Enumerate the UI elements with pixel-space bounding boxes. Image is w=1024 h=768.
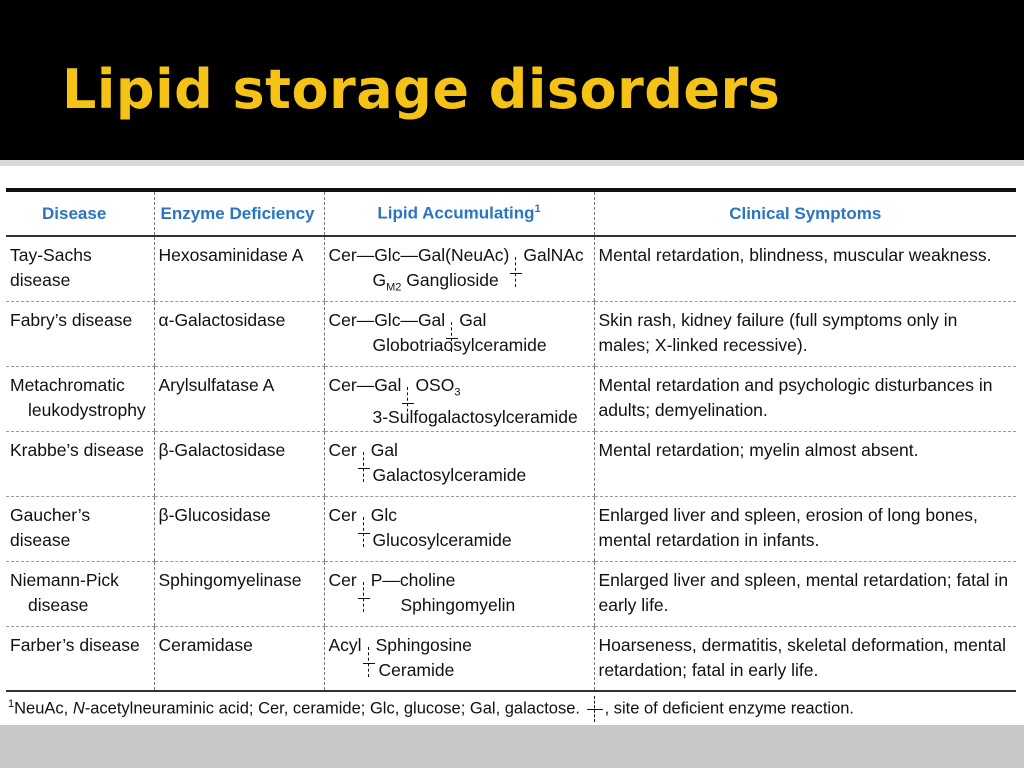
lipid-structure-right: Gal (459, 309, 487, 330)
lipid-name-subscript: M2 (386, 281, 402, 294)
header-disease: Disease (6, 192, 154, 236)
disease-name: Tay-Sachs disease (10, 245, 92, 290)
cell-enzyme: Arylsulfatase A (154, 366, 324, 431)
lipid-name: Ceramide (378, 659, 455, 680)
cell-symptoms: Mental retardation, blindness, muscular weakness. (594, 236, 1016, 301)
lipid-structure-right: P—choline (370, 569, 456, 590)
table-row (6, 561, 1016, 626)
cell-disease (6, 626, 154, 691)
cell-symptoms: Hoarseness, dermatitis, skeletal deformation, mental retardation; fatal in early life. (594, 626, 1016, 691)
cell-lipid (324, 431, 594, 496)
lipid-structure-left: Cer (328, 439, 357, 460)
cell-symptoms: Mental retardation and psychologic disturbances in adults; demyelination. (594, 366, 1016, 431)
lipid-structure (329, 438, 590, 463)
disease-name: Krabbe’s disease (10, 439, 144, 460)
table-row (6, 496, 1016, 561)
cell-lipid (324, 561, 594, 626)
cell-symptoms: Enlarged liver and spleen, mental retardation; fatal in early life. (594, 561, 1016, 626)
cell-enzyme: β-Glucosidase (154, 496, 324, 561)
disease-name-continued: leukodystrophy (28, 399, 146, 420)
lipid-name (329, 268, 590, 301)
cell-disease (6, 366, 154, 431)
lipid-structure-left: Cer—Glc—Gal (328, 309, 446, 330)
header-lipid-label: Lipid Accumulating (377, 203, 535, 223)
lipid-name: Globotriaosylceramide (372, 334, 547, 355)
lipid-structure-right: Sphingosine (375, 634, 472, 655)
disease-name: Metachromatic (10, 374, 125, 395)
header-lipid (324, 192, 594, 236)
cell-symptoms: Skin rash, kidney failure (full symptoms only in males; X-linked recessive). (594, 301, 1016, 366)
cell-symptoms: Enlarged liver and spleen, erosion of long bones, mental retardation in infants. (594, 496, 1016, 561)
lipid-structure (329, 503, 590, 528)
disease-name: Niemann-Pick (10, 569, 119, 590)
lipid-structure-right: Glc (370, 504, 397, 525)
lipid-name: Sphingomyelin (400, 594, 516, 615)
cell-disease (6, 301, 154, 366)
cleavage-site-icon (585, 700, 605, 718)
cell-disease (6, 431, 154, 496)
cell-disease (6, 561, 154, 626)
lipid-structure-right: OSO (415, 374, 455, 395)
lipid-structure (329, 633, 590, 658)
lipid-structure (329, 308, 590, 333)
footnote-text-italic: N (72, 699, 85, 718)
lipid-name-part: G (372, 270, 387, 290)
header-symptoms: Clinical Symptoms (594, 192, 1016, 236)
lipid-structure (329, 568, 590, 593)
table-row (6, 301, 1016, 366)
title-bar (0, 0, 1024, 160)
cell-enzyme: Hexosaminidase A (154, 236, 324, 301)
lipid-structure-left: Acyl (328, 634, 362, 655)
table-row (6, 366, 1016, 431)
header-enzyme: Enzyme Deficiency (154, 192, 324, 236)
footnote-text: -acetylneuraminic acid; Cer, ceramide; Glc, glucose; Gal, galactose. (84, 699, 580, 718)
cell-enzyme: α-Galactosidase (154, 301, 324, 366)
lipid-name-part: Ganglioside (401, 270, 499, 290)
cell-symptoms: Mental retardation; myelin almost absent. (594, 431, 1016, 496)
table-footnote (6, 698, 1016, 719)
cell-disease (6, 496, 154, 561)
disease-name: Farber’s disease (10, 634, 140, 655)
lipid-structure-left: Cer—Gal (328, 374, 402, 395)
lipid-structure-left: Cer (328, 504, 357, 525)
cell-lipid (324, 626, 594, 691)
cell-enzyme: Ceramidase (154, 626, 324, 691)
lipid-structure (329, 373, 590, 406)
cell-enzyme: β-Galactosidase (154, 431, 324, 496)
lipid-structure-subscript: 3 (454, 386, 461, 398)
disease-name: Gaucher’s disease (10, 504, 91, 550)
table-header-row (6, 192, 1016, 236)
lipid-name: Glucosylceramide (372, 529, 512, 550)
slide-title: Lipid storage disorders (62, 58, 781, 121)
cell-disease (6, 236, 154, 301)
disease-name-continued: disease (28, 594, 89, 615)
lipid-name: 3-Sulfogalactosylceramide (372, 407, 578, 427)
lipid-name: Galactosylceramide (372, 464, 527, 485)
cell-lipid (324, 236, 594, 301)
bottom-band (0, 725, 1024, 768)
footnote-text: NeuAc, (14, 699, 73, 718)
header-lipid-footnote-marker: 1 (534, 203, 541, 216)
lipid-structure-right: GalNAc (523, 245, 584, 265)
lipid-structure-left: Cer—Glc—Gal(NeuAc) (328, 245, 510, 265)
lipid-structure-left: Cer (328, 569, 357, 590)
table-row (6, 236, 1016, 301)
table-row (6, 626, 1016, 691)
cell-lipid (324, 496, 594, 561)
footnote-marker: 1 (8, 698, 15, 710)
cell-lipid (324, 366, 594, 431)
disease-name: Fabry’s disease (10, 309, 133, 330)
lipid-structure-right: Gal (370, 439, 398, 460)
cell-lipid (324, 301, 594, 366)
footnote-text: , site of deficient enzyme reaction. (604, 699, 855, 718)
cell-enzyme: Sphingomyelinase (154, 561, 324, 626)
lipid-disorders-table-container (6, 188, 1016, 719)
lipid-structure (329, 243, 590, 268)
table-row (6, 431, 1016, 496)
lipid-disorders-table (6, 192, 1016, 692)
